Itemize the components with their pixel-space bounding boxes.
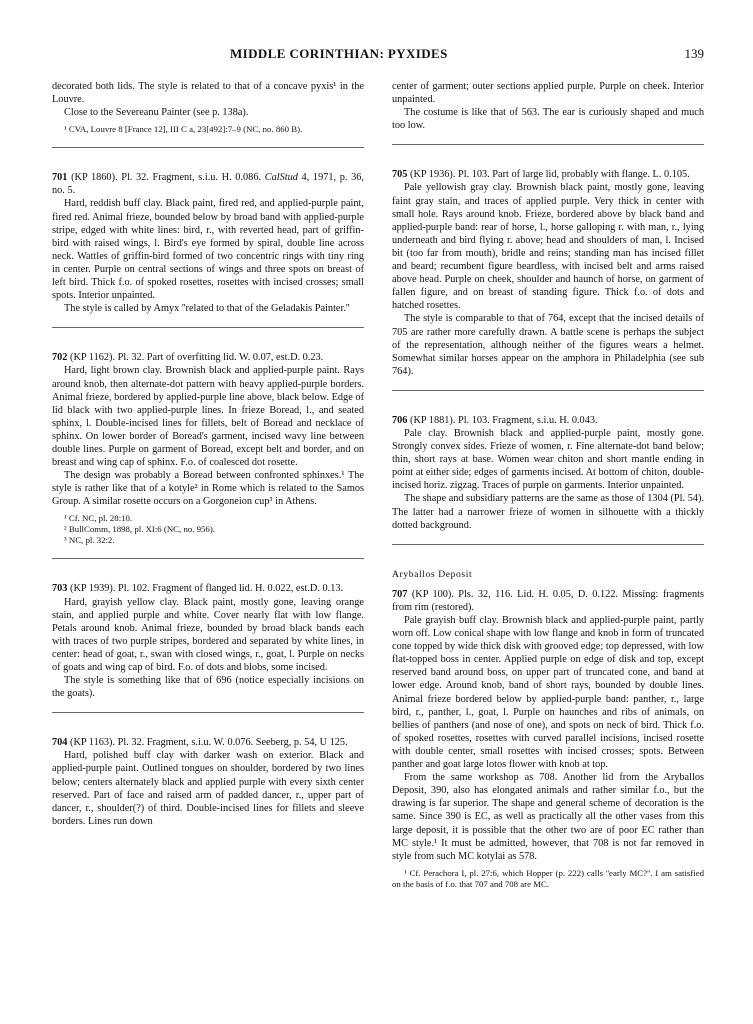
separator-rule [52, 712, 364, 713]
catalog-entry-705 [392, 168, 704, 378]
entry-number: 706 [392, 414, 408, 426]
running-title: MIDDLE CORINTHIAN: PYXIDES [230, 46, 448, 61]
footnote: ¹ Cf. NC, pl. 28:10. [64, 513, 133, 524]
intro-attribution: Close to the Severeanu Painter (see p. 138a). [64, 107, 249, 119]
entry-commentary: The shape and subsidiary patterns are the same as those of 1304 (Pl. 54). The latter had a narrower frieze of women in silhouette with a thickly dotted background. [392, 493, 704, 531]
entry-number: 703 [52, 583, 68, 595]
separator-rule [392, 144, 704, 145]
separator-rule [392, 390, 704, 391]
entry-number: 707 [392, 588, 408, 600]
entry-description: Hard, reddish buff clay. Black paint, fired red, and applied-purple paint, fired red. Animal frieze, bounded below by broad band with applied-purple stripe, edged with white lines: bird, r., with reverted head, part of griffin-bird with raised wings, l. Bird's eye formed by spiral, double line across neck. Wattles of griffin-bird formed of two concentric rings with tiny ring in center. Purple on central sections of wings and three spots on breast of left bird. Thick f.o. of spoked rosettes, rosettes with incised crosses; small spots. Interior unpainted. [52, 198, 364, 302]
entry-footnotes [52, 513, 364, 546]
entry-commentary: The style is something like that of 696 (notice especially incisions on the goats). [52, 675, 364, 700]
entry-number: 702 [52, 352, 68, 364]
entry-commentary: The style is comparable to that of 764, except that the incised details of 705 are rather more carefully drawn. A battle scene is perhaps the subject of the representation, although neither of the figures wears a helmet. Somewhat similar horses appear on the amphora in Philadelphia (see sub 764). [392, 313, 704, 377]
entry-commentary: The design was probably a Boread between confronted sphinxes.¹ The style is rather like that of a kotyle² in Rome which is related to the Samos Group. A similar rosette occurs on a Gorgoneion cup³ in Athens. [52, 470, 364, 508]
entry-description: Pale grayish buff clay. Brownish black and applied-purple paint, partly worn off. Low conical shape with low flange and knob in form of truncated cone topped by wide thick disk with grooved edge; top depressed, with low flat-topped boss in center. Applied purple on edge of disk and top, except reserved band around boss, on upper part of truncated cone, and band at lower edge. Around knob, band of short rays, bounded by double lines. Animal frieze bordered below by applied-purple band: panther, r., large bird, r., panther, l., goat, l. Purple on haunches and ribs of animals, on bellies of panthers (and nose of one), and spots on neck of bird. Thick f.o. of spoked rosettes, rosettes with curved parallel incisions, incised rosette with double center, small rosettes with incised crosses; spots. Between panther and goat large lotos flower with knob at top. [392, 615, 704, 771]
catalog-entry-704 [52, 736, 364, 828]
separator-rule [52, 327, 364, 328]
entry-footnotes [392, 868, 704, 890]
footnote: ¹ Cf. Perachora I, pl. 27:6, which Hopper (p. 222) calls ''early MC?''. I am satisfied on the basis of f.o. that 707 and 708 are MC. [392, 867, 704, 889]
catalog-entry-707 [392, 588, 704, 890]
intro-paragraph: decorated both lids. The style is related to that of a concave pyxis¹ in the Louvre. [52, 81, 364, 106]
entry-heading: 703 (KP 1939). Pl. 102. Fragment of flanged lid. H. 0.022, est.D. 0.13. [52, 583, 344, 595]
catalog-entry-706 [392, 414, 704, 532]
entry-description: Hard, grayish yellow clay. Black paint, mostly gone, leaving orange stain, and applied purple and white. Cover nearly flat with low flange. Petals around knob. Animal frieze, bounded by broad black bands each with traces of two purple stripes, bordered and separated by white lines, in center: head of goat, r., swan with closed wings, r., goat, l. Purple on necks of goats and wing cap of bird. F.o. of dots and blobs, some incised. [52, 596, 364, 673]
separator-rule [52, 558, 364, 559]
separator-rule [52, 147, 364, 148]
entry-heading: 707 (KP 100). Pls. 32, 116. Lid. H. 0.05, D. 0.122. Missing: fragments from rim (restored). [392, 588, 704, 613]
catalog-entry-702 [52, 351, 364, 546]
entry-description: Pale clay. Brownish black and applied-purple paint, mostly gone. Strongly convex sides. Frieze of women, r. Fine alternate-dot band below; thin, short rays at base. Women wear chiton and short mantle ending in point at either side; edges of garments incised. At bottom of chiton, double-incised horiz. zigzag. Traces of purple on garments. Interior unpainted. [392, 427, 704, 492]
footnote: ² BullComm, 1898, pl. XI:6 (NC, no. 956). [64, 524, 215, 535]
entry-commentary: The style is called by Amyx ''related to that of the Geladakis Painter.'' [64, 303, 350, 315]
footnote: ³ NC, pl. 32:2. [64, 535, 115, 546]
entry-heading: 701 (KP 1860). Pl. 32. Fragment, s.i.u. H. 0.086. CalStud 4, 1971, p. 36, no. 5. [52, 172, 364, 197]
entry-heading: 704 (KP 1163). Pl. 32. Fragment, s.i.u. W. 0.076. Seeberg, p. 54, U 125. [52, 737, 348, 749]
entry-number: 701 [52, 172, 68, 184]
entry-number: 705 [392, 169, 408, 181]
entry-description: Hard, polished buff clay with darker wash on exterior. Black and applied-purple paint. Outlined tongues on shoulder, bordered by two lines below; centers alternately black and applied purple with every sixth center reserved. Part of face and raised arm of padded dancer, r., upper part of dancer, r., shoulder(?) of third. Double-incised lines for fillets and sleeve borders. Lines run down [52, 750, 364, 827]
separator-rule [392, 544, 704, 545]
entry-heading: 702 (KP 1162). Pl. 32. Part of overfitting lid. W. 0.07, est.D. 0.23. [52, 352, 324, 364]
entry-commentary: From the same workshop as 708. Another lid from the Aryballos Deposit, 390, also has elongated animals and rather similar f.o., but the drawing is far superior. The shape and general scheme of decoration is the same. Since 390 is EC, as well as practically all the other vases from this large deposit, it is possible that the other two are of poor EC rather than MC style.¹ It must be admitted, however, that 708 is not far removed in style from such MC kotylai as 578. [392, 772, 704, 862]
page-header [52, 46, 704, 64]
right-column [392, 80, 704, 890]
intro-footnotes [52, 124, 364, 135]
continued-commentary: The costume is like that of 563. The ear is curiously shaped and much too low. [392, 107, 704, 132]
entry-description: Pale yellowish gray clay. Brownish black paint, mostly gone, leaving faint gray stain, and traces of applied purple. Very thick in center with small hole. Rays around knob. Frieze, bordered above by black band and applied-purple band: rear of horse, l., horse galloping r. with man, r., lying underneath and bird flying r. above; head and shoulders of man, l. Incised bit (too far from mouth), bridle and reins; standing man has incised fillet and beard; recumbent figure beardless, with incised belt and arms raised above head. Purple on cheek, shoulder and haunch of horse, on garment of fallen figure, and on breast of standing figure. Thick f.o. of dots and hatched rosettes. [392, 182, 704, 312]
entry-description: Hard, light brown clay. Brownish black and applied-purple paint. Rays around knob, then alternate-dot pattern with heavy applied-purple borders. Animal frieze, bordered by applied-purple line above, black below. Edge of lid black with two applied-purple lines. In frieze Boread, l., and seated sphinx, l. Double-incised lines for fillets, belt of Boread and necklace of sphinx. On lower border of Boread's garment, incised wavy line between double lines. Purple on garment of Boread, except belt and border, and on breast and wing cap of sphinx. F.o. of coalesced dot rosette. [52, 365, 364, 469]
catalog-entry-701 [52, 171, 364, 315]
section-heading: Aryballos Deposit [392, 568, 473, 580]
left-column [52, 80, 364, 828]
continued-paragraph: center of garment; outer sections applied purple. Purple on cheek. Interior unpainted. [392, 81, 704, 106]
entry-heading: 705 (KP 1936). Pl. 103. Part of large lid, probably with flange. L. 0.105. [392, 169, 690, 181]
catalog-entry-703 [52, 582, 364, 700]
page-number: 139 [684, 46, 704, 61]
footnote: ¹ CVA, Louvre 8 [France 12], III C a, 23[492]:7–9 (NC, no. 860 B). [64, 124, 303, 135]
entry-heading: 706 (KP 1881). Pl. 103. Fragment, s.i.u. H. 0.043. [392, 414, 598, 426]
entry-number: 704 [52, 737, 68, 749]
